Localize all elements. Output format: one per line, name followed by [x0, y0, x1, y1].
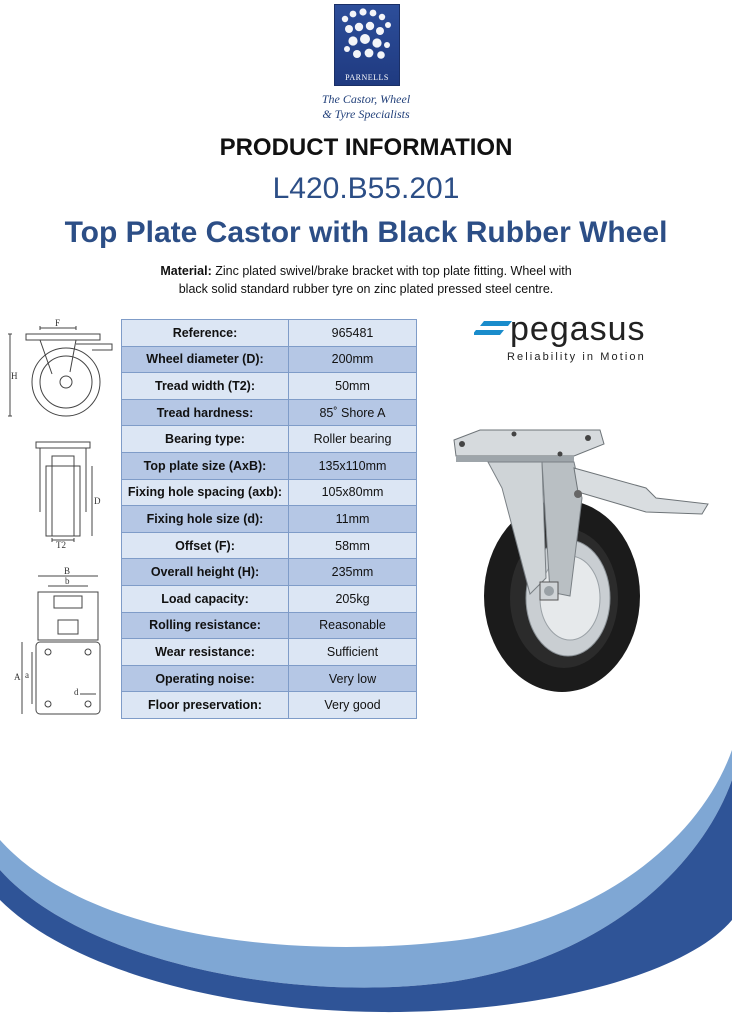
- spec-value: 58mm: [289, 532, 417, 559]
- specifications-table: [121, 319, 417, 719]
- table-row: [122, 665, 417, 692]
- pegasus-logo-word: pegasus: [510, 310, 646, 348]
- material-label: Material:: [160, 264, 212, 278]
- table-row: [122, 373, 417, 400]
- pegasus-tagline: Reliability in Motion: [507, 351, 646, 363]
- table-row: [122, 585, 417, 612]
- label-b: b: [65, 576, 70, 586]
- spec-label: Overall height (H):: [122, 559, 289, 586]
- logo-circles-icon: [335, 5, 399, 71]
- material-description: [130, 262, 602, 298]
- spec-value: 85˚ Shore A: [289, 399, 417, 426]
- logo-tagline: [300, 92, 432, 122]
- spec-value: 135x110mm: [289, 452, 417, 479]
- spec-label: Operating noise:: [122, 665, 289, 692]
- spec-value: Very good: [289, 692, 417, 719]
- label-F: F: [55, 318, 61, 328]
- spec-value: Very low: [289, 665, 417, 692]
- label-B: B: [64, 566, 71, 576]
- spec-label: Offset (F):: [122, 532, 289, 559]
- spec-label: Wear resistance:: [122, 639, 289, 666]
- label-H: H: [11, 371, 18, 381]
- table-row: [122, 479, 417, 506]
- spec-label: Fixing hole spacing (axb):: [122, 479, 289, 506]
- table-row: [122, 399, 417, 426]
- spec-value: Sufficient: [289, 639, 417, 666]
- spec-value: 105x80mm: [289, 479, 417, 506]
- spec-value: 200mm: [289, 346, 417, 373]
- spec-label: Fixing hole size (d):: [122, 506, 289, 533]
- product-code: L420.B55.201: [272, 172, 460, 205]
- table-row: [122, 452, 417, 479]
- table-row: [122, 346, 417, 373]
- table-row: [122, 639, 417, 666]
- spec-label: Reference:: [122, 320, 289, 347]
- spec-label: Top plate size (AxB):: [122, 452, 289, 479]
- label-D: D: [94, 496, 101, 506]
- technical-drawings: [0, 316, 125, 726]
- top-plate-drawing: [14, 566, 100, 714]
- spec-value: 965481: [289, 320, 417, 347]
- decorative-swoosh: [0, 720, 732, 1024]
- table-row: [122, 559, 417, 586]
- table-row: [122, 320, 417, 347]
- table-row: [122, 426, 417, 453]
- parnells-logo: [334, 4, 400, 86]
- spec-value: 11mm: [289, 506, 417, 533]
- table-row: [122, 532, 417, 559]
- page-heading: PRODUCT INFORMATION: [219, 134, 513, 161]
- logo-brand-text: PARNELLS: [345, 73, 389, 82]
- label-d: d: [74, 687, 79, 697]
- label-T2: T2: [56, 540, 66, 550]
- spec-label: Bearing type:: [122, 426, 289, 453]
- spec-value: 235mm: [289, 559, 417, 586]
- label-A: A: [14, 672, 21, 682]
- spec-value: 50mm: [289, 373, 417, 400]
- spec-value: Roller bearing: [289, 426, 417, 453]
- label-a: a: [25, 670, 29, 680]
- castor-product-image: [450, 428, 714, 694]
- side-view-drawing: [8, 318, 112, 416]
- spec-label: Load capacity:: [122, 585, 289, 612]
- spec-label: Tread width (T2):: [122, 373, 289, 400]
- spec-value: Reasonable: [289, 612, 417, 639]
- front-view-drawing: [36, 442, 101, 550]
- spec-label: Floor preservation:: [122, 692, 289, 719]
- spec-label: Tread hardness:: [122, 399, 289, 426]
- tagline-line-1: The Castor, Wheel: [321, 92, 411, 106]
- spec-label: Rolling resistance:: [122, 612, 289, 639]
- spec-value: 205kg: [289, 585, 417, 612]
- tagline-line-2: & Tyre Specialists: [322, 107, 410, 121]
- spec-label: Wheel diameter (D):: [122, 346, 289, 373]
- table-row: [122, 612, 417, 639]
- material-line-2: black solid standard rubber tyre on zinc plated pressed steel centre.: [178, 282, 554, 296]
- table-row: [122, 692, 417, 719]
- product-title: Top Plate Castor with Black Rubber Wheel: [64, 216, 668, 249]
- material-line-1: Zinc plated swivel/brake bracket with top plate fitting. Wheel with: [215, 264, 572, 278]
- pegasus-mark-icon: [474, 318, 514, 340]
- table-row: [122, 506, 417, 533]
